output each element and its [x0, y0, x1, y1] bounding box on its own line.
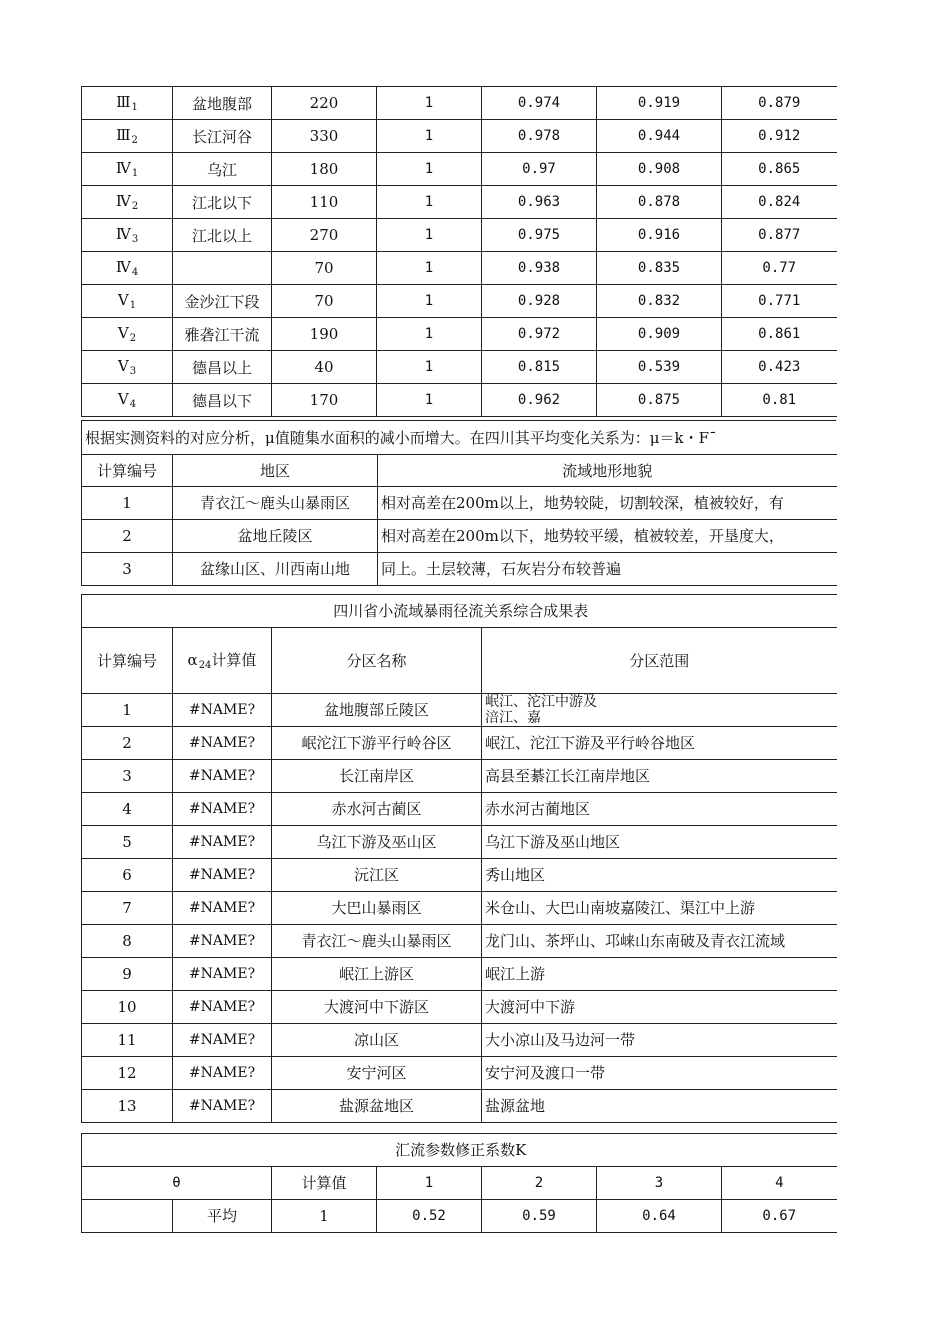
coef-2: 0.974	[482, 87, 597, 120]
row-id: 1	[82, 693, 173, 726]
terrain-table	[81, 454, 837, 586]
coef-4: 0.77	[722, 252, 837, 285]
table-row	[82, 957, 837, 990]
coef-2: 0.962	[482, 384, 597, 417]
correction-table	[81, 1133, 837, 1233]
row-zone-name: 岷江上游区	[272, 957, 482, 990]
coef-4: 0.877	[722, 219, 837, 252]
zone-name: 盆地腹部	[173, 87, 272, 120]
table-row	[82, 318, 837, 351]
header-terrain: 流域地形地貌	[378, 454, 837, 486]
coef-3: 0.909	[597, 318, 722, 351]
header-alpha	[173, 627, 272, 693]
zone-code-sub: 2	[131, 201, 139, 212]
row-id: 5	[82, 825, 173, 858]
zone-name: 金沙江下段	[173, 285, 272, 318]
table-row	[82, 120, 837, 153]
coefficient-table	[81, 86, 837, 417]
table-row	[82, 486, 837, 519]
row-zone-range: 秀山地区	[482, 858, 837, 891]
table-row	[82, 759, 837, 792]
header-id: 计算编号	[82, 454, 173, 486]
zone-code-main: Ⅲ	[116, 93, 131, 111]
coef-2: 0.972	[482, 318, 597, 351]
zone-name: 乌江	[173, 153, 272, 186]
row-alpha: #NAME?	[173, 891, 272, 924]
row-zone-range: 岷江上游	[482, 957, 837, 990]
coef-2: 0.978	[482, 120, 597, 153]
coef-4: 0.771	[722, 285, 837, 318]
row-zone-range: 米仓山、大巴山南坡嘉陵江、渠江中上游	[482, 891, 837, 924]
row-terrain: 相对高差在200m以下，地势较平缓，植被较差，开垦度大，	[378, 519, 837, 552]
col-3-header: 3	[597, 1166, 722, 1199]
row-zone-range: 赤水河古蔺地区	[482, 792, 837, 825]
coef-3: 0.835	[597, 252, 722, 285]
area-value: 190	[272, 318, 377, 351]
area-value: 170	[272, 384, 377, 417]
row-zone-name: 凉山区	[272, 1023, 482, 1056]
coef-4: 0.824	[722, 186, 837, 219]
row-zone-range: 盐源盆地	[482, 1089, 837, 1122]
row-zone-range: 龙门山、茶坪山、邛崃山东南破及青衣江流域	[482, 924, 837, 957]
zone-code	[82, 252, 173, 285]
header-zone-name: 分区名称	[272, 627, 482, 693]
alpha-subscript: 24	[198, 660, 212, 671]
row-zone-name: 大巴山暴雨区	[272, 891, 482, 924]
table-row	[82, 285, 837, 318]
row-zone-name: 青衣江～鹿头山暴雨区	[272, 924, 482, 957]
zone-code	[82, 285, 173, 318]
table-row	[82, 153, 837, 186]
coef-3: 0.539	[597, 351, 722, 384]
coef-4: 0.423	[722, 351, 837, 384]
header-zone-range: 分区范围	[482, 627, 837, 693]
row-alpha: #NAME?	[173, 990, 272, 1023]
coef-1: 1	[377, 252, 482, 285]
row-c3: 0.64	[597, 1199, 722, 1232]
row-id: 13	[82, 1089, 173, 1122]
table-row	[82, 1089, 837, 1122]
coef-2: 0.938	[482, 252, 597, 285]
zone-code	[82, 120, 173, 153]
row-zone-name: 长江南岸区	[272, 759, 482, 792]
row-zone-name: 盐源盆地区	[272, 1089, 482, 1122]
coef-3: 0.916	[597, 219, 722, 252]
row-c2: 0.59	[482, 1199, 597, 1232]
row-alpha: #NAME?	[173, 792, 272, 825]
row-id: 7	[82, 891, 173, 924]
zone-name: 江北以下	[173, 186, 272, 219]
col-1-header: 1	[377, 1166, 482, 1199]
zone-code	[82, 87, 173, 120]
row-alpha: #NAME?	[173, 726, 272, 759]
coef-1: 1	[377, 120, 482, 153]
zone-code	[82, 186, 173, 219]
row-id: 6	[82, 858, 173, 891]
row-alpha: #NAME?	[173, 1023, 272, 1056]
zone-code	[82, 351, 173, 384]
row-zone-name: 安宁河区	[272, 1056, 482, 1089]
coef-2: 0.815	[482, 351, 597, 384]
row-zone-range: 岷江、沱江下游及平行岭谷地区	[482, 726, 837, 759]
row-alpha: #NAME?	[173, 693, 272, 726]
table-row	[82, 990, 837, 1023]
row-name: 平均	[173, 1199, 272, 1232]
calc-header: 计算值	[272, 1166, 377, 1199]
col-4-header: 4	[722, 1166, 837, 1199]
table-row	[82, 726, 837, 759]
row-zone-name: 沅江区	[272, 858, 482, 891]
coef-4: 0.861	[722, 318, 837, 351]
zone-range-text: 岷江、沱江中游及涪江、嘉	[485, 693, 597, 726]
alpha-symbol: α	[187, 651, 198, 669]
zone-code-sub: 3	[129, 366, 137, 377]
zone-code-sub: 1	[131, 102, 138, 113]
row-id: 10	[82, 990, 173, 1023]
row-alpha: #NAME?	[173, 957, 272, 990]
row-id: 4	[82, 792, 173, 825]
row-zone-name: 岷沱江下游平行岭谷区	[272, 726, 482, 759]
table-row	[82, 252, 837, 285]
row-id: 3	[82, 759, 173, 792]
table-row	[82, 792, 837, 825]
zone-name: 德昌以下	[173, 384, 272, 417]
coef-1: 1	[377, 87, 482, 120]
spreadsheet	[81, 86, 836, 1233]
runoff-table-title: 四川省小流域暴雨径流关系综合成果表	[82, 594, 837, 627]
table-row	[82, 825, 837, 858]
coef-3: 0.908	[597, 153, 722, 186]
row-id: 2	[82, 519, 173, 552]
zone-code-main: Ⅴ	[117, 390, 129, 408]
zone-name: 雅砻江干流	[173, 318, 272, 351]
zone-code-main: Ⅳ	[115, 258, 131, 276]
area-value: 70	[272, 285, 377, 318]
coef-1: 1	[377, 318, 482, 351]
row-id: 2	[82, 726, 173, 759]
header-id: 计算编号	[82, 627, 173, 693]
area-value: 270	[272, 219, 377, 252]
coef-3: 0.944	[597, 120, 722, 153]
table-row	[82, 384, 837, 417]
zone-code-sub: 4	[131, 267, 139, 278]
zone-code-sub: 2	[131, 135, 138, 146]
zone-code-sub: 1	[129, 300, 137, 311]
row-zone-range: 大小凉山及马边河一带	[482, 1023, 837, 1056]
coef-1: 1	[377, 384, 482, 417]
row-c1: 0.52	[377, 1199, 482, 1232]
row-region: 青衣江～鹿头山暴雨区	[173, 486, 378, 519]
table-row	[82, 693, 837, 726]
correction-table-title: 汇流参数修正系数K	[82, 1133, 837, 1166]
coef-3: 0.878	[597, 186, 722, 219]
row-label	[82, 1199, 173, 1232]
zone-code-main: Ⅳ	[115, 192, 131, 210]
coef-2: 0.963	[482, 186, 597, 219]
coef-4: 0.912	[722, 120, 837, 153]
zone-code-main: Ⅳ	[115, 159, 131, 177]
table-row	[82, 219, 837, 252]
col-2-header: 2	[482, 1166, 597, 1199]
table-row	[82, 519, 837, 552]
coef-4: 0.879	[722, 87, 837, 120]
area-value: 180	[272, 153, 377, 186]
coef-2: 0.975	[482, 219, 597, 252]
coef-4: 0.865	[722, 153, 837, 186]
row-region: 盆缘山区、川西南山地	[173, 552, 378, 585]
mu-note: 根据实测资料的对应分析，μ值随集水面积的减小而增大。在四川其平均变化关系为：μ＝k・F¯	[82, 421, 837, 454]
row-alpha: #NAME?	[173, 1089, 272, 1122]
table-row	[82, 858, 837, 891]
zone-code-sub: 4	[129, 399, 137, 410]
row-zone-range	[482, 693, 837, 726]
runoff-results-table	[81, 594, 837, 1123]
row-id: 12	[82, 1056, 173, 1089]
row-region: 盆地丘陵区	[173, 519, 378, 552]
zone-name: 德昌以上	[173, 351, 272, 384]
zone-code-sub: 3	[131, 234, 139, 245]
zone-code	[82, 219, 173, 252]
zone-code	[82, 384, 173, 417]
zone-code-main: Ⅲ	[116, 126, 131, 144]
row-alpha: #NAME?	[173, 924, 272, 957]
coef-1: 1	[377, 219, 482, 252]
table-row	[82, 891, 837, 924]
row-id: 11	[82, 1023, 173, 1056]
table-row	[82, 87, 837, 120]
coef-3: 0.832	[597, 285, 722, 318]
zone-code-main: Ⅴ	[117, 357, 129, 375]
row-terrain: 同上。土层较薄，石灰岩分布较普遍	[378, 552, 837, 585]
zone-code-sub: 2	[129, 333, 137, 344]
coef-1: 1	[377, 153, 482, 186]
row-terrain: 相对高差在200m以上，地势较陡，切割较深，植被较好，有	[378, 486, 837, 519]
area-value: 110	[272, 186, 377, 219]
coef-2: 0.928	[482, 285, 597, 318]
table-row	[82, 186, 837, 219]
table-row	[82, 552, 837, 585]
zone-code-main: Ⅴ	[117, 324, 129, 342]
row-c4: 0.67	[722, 1199, 837, 1232]
table-row	[82, 1056, 837, 1089]
coef-3: 0.875	[597, 384, 722, 417]
row-id: 3	[82, 552, 173, 585]
row-zone-name: 乌江下游及巫山区	[272, 825, 482, 858]
row-id: 8	[82, 924, 173, 957]
area-value: 330	[272, 120, 377, 153]
row-zone-range: 高县至綦江长江南岸地区	[482, 759, 837, 792]
zone-code-main: Ⅴ	[117, 291, 129, 309]
row-id: 9	[82, 957, 173, 990]
coef-1: 1	[377, 186, 482, 219]
row-zone-range: 乌江下游及巫山地区	[482, 825, 837, 858]
table-row	[82, 924, 837, 957]
zone-code	[82, 318, 173, 351]
coef-4: 0.81	[722, 384, 837, 417]
zone-name	[173, 252, 272, 285]
row-alpha: #NAME?	[173, 759, 272, 792]
coef-2: 0.97	[482, 153, 597, 186]
coef-1: 1	[377, 285, 482, 318]
area-value: 220	[272, 87, 377, 120]
row-calc: 1	[272, 1199, 377, 1232]
zone-name: 长江河谷	[173, 120, 272, 153]
coef-3: 0.919	[597, 87, 722, 120]
row-zone-name: 大渡河中下游区	[272, 990, 482, 1023]
coef-1: 1	[377, 351, 482, 384]
area-value: 70	[272, 252, 377, 285]
note-table	[81, 420, 836, 454]
row-zone-range: 安宁河及渡口一带	[482, 1056, 837, 1089]
row-zone-name: 赤水河古蔺区	[272, 792, 482, 825]
table-row	[82, 351, 837, 384]
table-row	[82, 1023, 837, 1056]
row-zone-range: 大渡河中下游	[482, 990, 837, 1023]
row-zone-name: 盆地腹部丘陵区	[272, 693, 482, 726]
row-alpha: #NAME?	[173, 858, 272, 891]
theta-header: θ	[82, 1166, 272, 1199]
zone-code	[82, 153, 173, 186]
row-id: 1	[82, 486, 173, 519]
zone-code-main: Ⅳ	[115, 225, 131, 243]
area-value: 40	[272, 351, 377, 384]
zone-name: 江北以上	[173, 219, 272, 252]
row-alpha: #NAME?	[173, 1056, 272, 1089]
zone-code-sub: 1	[131, 168, 139, 179]
header-region: 地区	[173, 454, 378, 486]
alpha-suffix: 计算值	[211, 651, 257, 669]
row-alpha: #NAME?	[173, 825, 272, 858]
